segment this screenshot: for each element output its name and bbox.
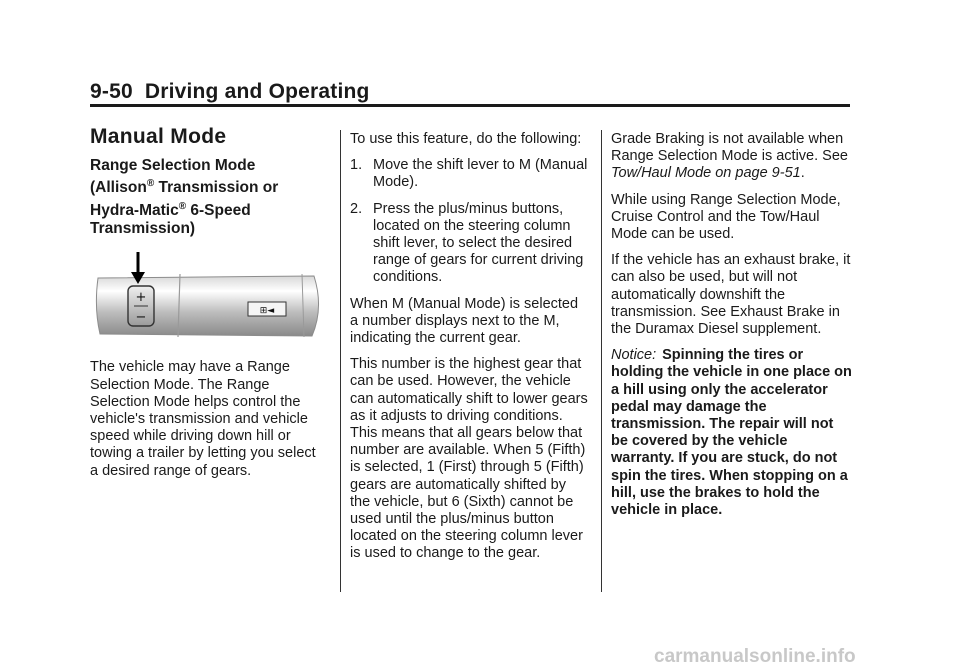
paragraph: If the vehicle has an exhaust brake, it can also be used, but will not automatically downshift the transmission. See Exhaust Brake in the Duramax Diesel supplement. <box>611 252 851 338</box>
section-title: Manual Mode <box>90 125 227 148</box>
page-header <box>90 80 370 104</box>
column-2 <box>350 131 590 572</box>
plus-icon: + <box>135 290 147 306</box>
paragraph: While using Range Selection Mode, Cruise Control and the Tow/Haul Mode can be used. <box>611 191 841 243</box>
list-item <box>350 201 590 287</box>
watermark: carmanualsonline.info <box>654 646 856 667</box>
page-number: 9-50 <box>90 80 133 103</box>
header-rule <box>90 104 850 107</box>
tow-haul-icon: ⊞◄ <box>259 306 275 317</box>
chapter-title: Driving and Operating <box>144 80 370 103</box>
notice <box>611 347 853 519</box>
cross-reference-link[interactable]: Tow/Haul Mode on page 9-51 <box>611 165 801 182</box>
column-3 <box>611 131 853 528</box>
notice-label: Notice: <box>611 347 657 364</box>
minus-icon: − <box>135 310 147 326</box>
subsection-title: Range Selection Mode (Allison® Transmission or Hydra-Matic® 6-Speed Transmission) <box>90 157 279 238</box>
paragraph: The vehicle may have a Range Selection Mode. The Range Selection Mode helps control the vehicle's transmission and vehicle speed while driving down hill or towing a trailer by letting you select a desired range of gears. <box>90 359 316 479</box>
notice-text: Spinning the tires or holding the vehicle in one place on a hill using only the accelerator pedal may damage the transmission. The repair will not be covered by the vehicle warranty. If you are stuck, do not spin the tires. When stopping on a hill, use the brakes to hold the vehicle in place. <box>611 347 852 519</box>
list-marker: 2. <box>350 200 363 217</box>
column-1 <box>90 125 322 489</box>
column-divider <box>340 130 341 592</box>
list-item <box>350 157 590 191</box>
list-marker: 1. <box>350 157 363 174</box>
paragraph: To use this feature, do the following: <box>350 131 582 147</box>
shift-lever-figure <box>90 250 322 345</box>
paragraph: Grade Braking is not available when Range Selection Mode is active. See Tow/Haul Mode on page 9-51. <box>611 131 848 182</box>
paragraph: When M (Manual Mode) is selected a number displays next to the M, indicating the current gear. <box>350 295 579 347</box>
column-divider <box>601 130 602 592</box>
list-item-text: Move the shift lever to M (Manual Mode). <box>373 157 588 191</box>
shift-lever-illustration <box>90 250 322 345</box>
list-item-text: Press the plus/minus buttons, located on the steering column shift lever, to select the desired range of gears for current driving conditions. <box>373 200 584 286</box>
paragraph: This number is the highest gear that can be used. However, the vehicle can automatically shift to lower gears as it adjusts to driving conditions. This means that all gears below that number are available. When 5 (Fifth) is selected, 1 (First) through 5 (Fifth) gears are automatically shifted by the vehicle, but 6 (Sixth) cannot be used until the plus/minus button located on the steering column lever is used to change to the gear. <box>350 356 588 562</box>
